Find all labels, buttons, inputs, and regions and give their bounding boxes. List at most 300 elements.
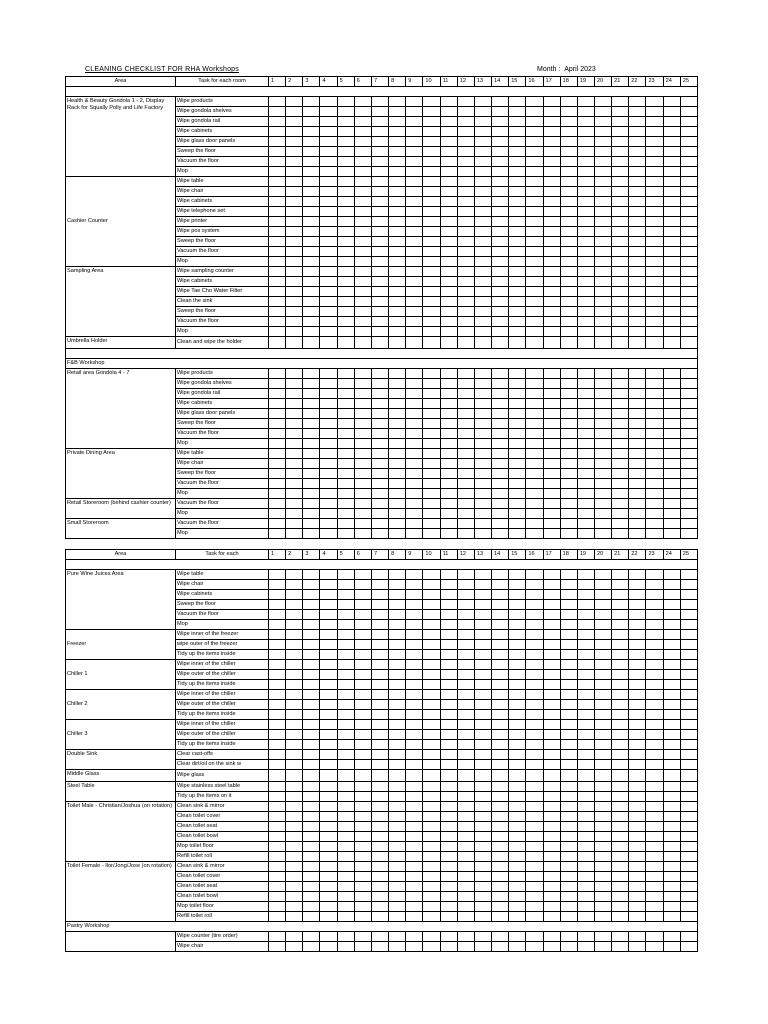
check-cell[interactable] [320, 187, 337, 197]
check-cell[interactable] [457, 207, 474, 217]
check-cell[interactable] [492, 459, 509, 469]
check-cell[interactable] [269, 117, 286, 127]
check-cell[interactable] [509, 529, 526, 539]
check-cell[interactable] [612, 690, 629, 700]
check-cell[interactable] [577, 267, 594, 277]
check-cell[interactable] [594, 620, 611, 630]
check-cell[interactable] [286, 479, 303, 489]
check-cell[interactable] [286, 379, 303, 389]
check-cell[interactable] [389, 852, 406, 862]
check-cell[interactable] [663, 117, 680, 127]
check-cell[interactable] [474, 147, 491, 157]
check-cell[interactable] [440, 227, 457, 237]
check-cell[interactable] [269, 469, 286, 479]
check-cell[interactable] [440, 419, 457, 429]
check-cell[interactable] [629, 640, 646, 650]
check-cell[interactable] [423, 429, 440, 439]
check-cell[interactable] [509, 429, 526, 439]
check-cell[interactable] [663, 570, 680, 580]
check-cell[interactable] [303, 277, 320, 287]
check-cell[interactable] [629, 670, 646, 680]
check-cell[interactable] [560, 227, 577, 237]
check-cell[interactable] [526, 147, 543, 157]
check-cell[interactable] [303, 660, 320, 670]
check-cell[interactable] [629, 459, 646, 469]
check-cell[interactable] [526, 267, 543, 277]
check-cell[interactable] [680, 227, 697, 237]
check-cell[interactable] [509, 730, 526, 740]
check-cell[interactable] [680, 307, 697, 317]
check-cell[interactable] [526, 670, 543, 680]
check-cell[interactable] [543, 670, 560, 680]
check-cell[interactable] [663, 852, 680, 862]
check-cell[interactable] [474, 822, 491, 832]
check-cell[interactable] [646, 287, 663, 297]
check-cell[interactable] [286, 127, 303, 137]
check-cell[interactable] [354, 449, 371, 459]
check-cell[interactable] [509, 902, 526, 912]
check-cell[interactable] [474, 307, 491, 317]
check-cell[interactable] [406, 227, 423, 237]
check-cell[interactable] [646, 822, 663, 832]
check-cell[interactable] [457, 307, 474, 317]
check-cell[interactable] [663, 600, 680, 610]
check-cell[interactable] [337, 730, 354, 740]
check-cell[interactable] [354, 307, 371, 317]
check-cell[interactable] [320, 730, 337, 740]
check-cell[interactable] [337, 257, 354, 267]
check-cell[interactable] [509, 710, 526, 720]
check-cell[interactable] [354, 97, 371, 107]
check-cell[interactable] [474, 469, 491, 479]
check-cell[interactable] [457, 127, 474, 137]
check-cell[interactable] [594, 640, 611, 650]
check-cell[interactable] [320, 680, 337, 690]
check-cell[interactable] [663, 782, 680, 792]
check-cell[interactable] [663, 882, 680, 892]
check-cell[interactable] [354, 439, 371, 449]
check-cell[interactable] [303, 97, 320, 107]
check-cell[interactable] [406, 277, 423, 287]
check-cell[interactable] [371, 369, 388, 379]
check-cell[interactable] [371, 690, 388, 700]
check-cell[interactable] [474, 630, 491, 640]
check-cell[interactable] [560, 902, 577, 912]
check-cell[interactable] [526, 740, 543, 750]
check-cell[interactable] [560, 842, 577, 852]
check-cell[interactable] [337, 782, 354, 792]
check-cell[interactable] [509, 459, 526, 469]
check-cell[interactable] [440, 842, 457, 852]
check-cell[interactable] [337, 852, 354, 862]
check-cell[interactable] [594, 660, 611, 670]
check-cell[interactable] [509, 680, 526, 690]
check-cell[interactable] [440, 852, 457, 862]
check-cell[interactable] [629, 157, 646, 167]
check-cell[interactable] [371, 812, 388, 822]
check-cell[interactable] [663, 327, 680, 337]
check-cell[interactable] [680, 277, 697, 287]
check-cell[interactable] [286, 287, 303, 297]
check-cell[interactable] [389, 207, 406, 217]
check-cell[interactable] [577, 207, 594, 217]
check-cell[interactable] [526, 257, 543, 267]
check-cell[interactable] [269, 429, 286, 439]
check-cell[interactable] [543, 509, 560, 519]
check-cell[interactable] [286, 207, 303, 217]
check-cell[interactable] [371, 750, 388, 760]
check-cell[interactable] [354, 117, 371, 127]
check-cell[interactable] [406, 942, 423, 952]
check-cell[interactable] [560, 499, 577, 509]
check-cell[interactable] [337, 832, 354, 842]
check-cell[interactable] [612, 700, 629, 710]
check-cell[interactable] [303, 167, 320, 177]
check-cell[interactable] [320, 147, 337, 157]
check-cell[interactable] [474, 227, 491, 237]
check-cell[interactable] [286, 770, 303, 782]
check-cell[interactable] [509, 327, 526, 337]
check-cell[interactable] [474, 590, 491, 600]
check-cell[interactable] [560, 449, 577, 459]
check-cell[interactable] [594, 227, 611, 237]
check-cell[interactable] [389, 529, 406, 539]
check-cell[interactable] [474, 337, 491, 349]
check-cell[interactable] [509, 499, 526, 509]
check-cell[interactable] [406, 389, 423, 399]
check-cell[interactable] [269, 700, 286, 710]
check-cell[interactable] [594, 429, 611, 439]
check-cell[interactable] [320, 660, 337, 670]
check-cell[interactable] [371, 167, 388, 177]
check-cell[interactable] [286, 852, 303, 862]
check-cell[interactable] [389, 740, 406, 750]
check-cell[interactable] [663, 740, 680, 750]
check-cell[interactable] [646, 670, 663, 680]
check-cell[interactable] [509, 690, 526, 700]
check-cell[interactable] [406, 802, 423, 812]
check-cell[interactable] [440, 792, 457, 802]
check-cell[interactable] [492, 227, 509, 237]
check-cell[interactable] [354, 247, 371, 257]
check-cell[interactable] [320, 157, 337, 167]
check-cell[interactable] [354, 650, 371, 660]
check-cell[interactable] [663, 409, 680, 419]
check-cell[interactable] [406, 842, 423, 852]
check-cell[interactable] [389, 932, 406, 942]
check-cell[interactable] [269, 157, 286, 167]
check-cell[interactable] [423, 640, 440, 650]
check-cell[interactable] [406, 760, 423, 770]
check-cell[interactable] [543, 792, 560, 802]
check-cell[interactable] [371, 862, 388, 872]
check-cell[interactable] [303, 449, 320, 459]
check-cell[interactable] [354, 399, 371, 409]
check-cell[interactable] [320, 760, 337, 770]
check-cell[interactable] [389, 509, 406, 519]
check-cell[interactable] [509, 630, 526, 640]
check-cell[interactable] [526, 710, 543, 720]
check-cell[interactable] [389, 419, 406, 429]
check-cell[interactable] [474, 680, 491, 690]
check-cell[interactable] [286, 872, 303, 882]
check-cell[interactable] [286, 369, 303, 379]
check-cell[interactable] [680, 822, 697, 832]
check-cell[interactable] [337, 700, 354, 710]
check-cell[interactable] [560, 872, 577, 882]
check-cell[interactable] [389, 227, 406, 237]
check-cell[interactable] [509, 237, 526, 247]
check-cell[interactable] [594, 399, 611, 409]
check-cell[interactable] [612, 590, 629, 600]
check-cell[interactable] [406, 740, 423, 750]
check-cell[interactable] [269, 419, 286, 429]
check-cell[interactable] [337, 812, 354, 822]
check-cell[interactable] [269, 449, 286, 459]
check-cell[interactable] [371, 489, 388, 499]
check-cell[interactable] [303, 730, 320, 740]
check-cell[interactable] [474, 932, 491, 942]
check-cell[interactable] [269, 802, 286, 812]
check-cell[interactable] [594, 872, 611, 882]
check-cell[interactable] [337, 227, 354, 237]
check-cell[interactable] [543, 720, 560, 730]
check-cell[interactable] [406, 157, 423, 167]
check-cell[interactable] [577, 307, 594, 317]
check-cell[interactable] [543, 862, 560, 872]
check-cell[interactable] [594, 802, 611, 812]
check-cell[interactable] [577, 842, 594, 852]
check-cell[interactable] [337, 720, 354, 730]
check-cell[interactable] [509, 872, 526, 882]
check-cell[interactable] [320, 237, 337, 247]
check-cell[interactable] [492, 600, 509, 610]
check-cell[interactable] [577, 529, 594, 539]
check-cell[interactable] [457, 197, 474, 207]
check-cell[interactable] [577, 690, 594, 700]
check-cell[interactable] [406, 770, 423, 782]
check-cell[interactable] [680, 570, 697, 580]
check-cell[interactable] [337, 247, 354, 257]
check-cell[interactable] [663, 247, 680, 257]
check-cell[interactable] [612, 610, 629, 620]
check-cell[interactable] [492, 580, 509, 590]
check-cell[interactable] [680, 157, 697, 167]
check-cell[interactable] [560, 792, 577, 802]
check-cell[interactable] [320, 327, 337, 337]
check-cell[interactable] [354, 409, 371, 419]
check-cell[interactable] [286, 782, 303, 792]
check-cell[interactable] [320, 227, 337, 237]
check-cell[interactable] [286, 277, 303, 287]
check-cell[interactable] [440, 812, 457, 822]
check-cell[interactable] [389, 942, 406, 952]
check-cell[interactable] [680, 832, 697, 842]
check-cell[interactable] [337, 409, 354, 419]
check-cell[interactable] [646, 509, 663, 519]
check-cell[interactable] [663, 519, 680, 529]
check-cell[interactable] [337, 760, 354, 770]
check-cell[interactable] [474, 459, 491, 469]
check-cell[interactable] [406, 902, 423, 912]
check-cell[interactable] [612, 782, 629, 792]
check-cell[interactable] [492, 177, 509, 187]
check-cell[interactable] [320, 217, 337, 227]
check-cell[interactable] [612, 489, 629, 499]
check-cell[interactable] [286, 892, 303, 902]
check-cell[interactable] [457, 590, 474, 600]
check-cell[interactable] [492, 147, 509, 157]
check-cell[interactable] [457, 187, 474, 197]
check-cell[interactable] [406, 650, 423, 660]
check-cell[interactable] [680, 932, 697, 942]
check-cell[interactable] [371, 760, 388, 770]
check-cell[interactable] [577, 620, 594, 630]
check-cell[interactable] [560, 217, 577, 227]
check-cell[interactable] [457, 509, 474, 519]
check-cell[interactable] [543, 157, 560, 167]
check-cell[interactable] [423, 217, 440, 227]
check-cell[interactable] [474, 792, 491, 802]
check-cell[interactable] [389, 369, 406, 379]
check-cell[interactable] [423, 307, 440, 317]
check-cell[interactable] [612, 399, 629, 409]
check-cell[interactable] [594, 750, 611, 760]
check-cell[interactable] [423, 590, 440, 600]
check-cell[interactable] [423, 740, 440, 750]
check-cell[interactable] [560, 740, 577, 750]
check-cell[interactable] [440, 489, 457, 499]
check-cell[interactable] [543, 942, 560, 952]
check-cell[interactable] [509, 97, 526, 107]
check-cell[interactable] [680, 590, 697, 600]
check-cell[interactable] [629, 307, 646, 317]
check-cell[interactable] [492, 802, 509, 812]
check-cell[interactable] [406, 730, 423, 740]
check-cell[interactable] [543, 107, 560, 117]
check-cell[interactable] [320, 782, 337, 792]
check-cell[interactable] [663, 670, 680, 680]
check-cell[interactable] [389, 439, 406, 449]
check-cell[interactable] [423, 297, 440, 307]
check-cell[interactable] [612, 227, 629, 237]
check-cell[interactable] [509, 700, 526, 710]
check-cell[interactable] [423, 932, 440, 942]
check-cell[interactable] [303, 459, 320, 469]
check-cell[interactable] [286, 822, 303, 832]
check-cell[interactable] [560, 257, 577, 267]
check-cell[interactable] [457, 852, 474, 862]
check-cell[interactable] [629, 429, 646, 439]
check-cell[interactable] [509, 620, 526, 630]
check-cell[interactable] [269, 217, 286, 227]
check-cell[interactable] [337, 842, 354, 852]
check-cell[interactable] [320, 912, 337, 922]
check-cell[interactable] [303, 750, 320, 760]
check-cell[interactable] [406, 670, 423, 680]
check-cell[interactable] [646, 590, 663, 600]
check-cell[interactable] [337, 529, 354, 539]
check-cell[interactable] [406, 409, 423, 419]
check-cell[interactable] [526, 852, 543, 862]
check-cell[interactable] [629, 942, 646, 952]
check-cell[interactable] [371, 317, 388, 327]
check-cell[interactable] [320, 369, 337, 379]
check-cell[interactable] [543, 327, 560, 337]
check-cell[interactable] [629, 237, 646, 247]
check-cell[interactable] [354, 137, 371, 147]
check-cell[interactable] [474, 97, 491, 107]
check-cell[interactable] [612, 630, 629, 640]
check-cell[interactable] [612, 580, 629, 590]
check-cell[interactable] [474, 660, 491, 670]
check-cell[interactable] [440, 630, 457, 640]
check-cell[interactable] [492, 882, 509, 892]
check-cell[interactable] [440, 519, 457, 529]
check-cell[interactable] [492, 770, 509, 782]
check-cell[interactable] [577, 287, 594, 297]
check-cell[interactable] [509, 277, 526, 287]
check-cell[interactable] [337, 187, 354, 197]
check-cell[interactable] [663, 862, 680, 872]
check-cell[interactable] [389, 499, 406, 509]
check-cell[interactable] [663, 379, 680, 389]
check-cell[interactable] [423, 187, 440, 197]
check-cell[interactable] [526, 227, 543, 237]
check-cell[interactable] [646, 277, 663, 287]
check-cell[interactable] [371, 337, 388, 349]
check-cell[interactable] [269, 177, 286, 187]
check-cell[interactable] [663, 610, 680, 620]
check-cell[interactable] [371, 590, 388, 600]
check-cell[interactable] [474, 389, 491, 399]
check-cell[interactable] [389, 479, 406, 489]
check-cell[interactable] [543, 459, 560, 469]
check-cell[interactable] [492, 912, 509, 922]
check-cell[interactable] [629, 590, 646, 600]
check-cell[interactable] [492, 812, 509, 822]
check-cell[interactable] [371, 187, 388, 197]
check-cell[interactable] [337, 620, 354, 630]
check-cell[interactable] [269, 207, 286, 217]
check-cell[interactable] [389, 792, 406, 802]
check-cell[interactable] [663, 720, 680, 730]
check-cell[interactable] [269, 509, 286, 519]
check-cell[interactable] [612, 750, 629, 760]
check-cell[interactable] [269, 499, 286, 509]
check-cell[interactable] [612, 439, 629, 449]
check-cell[interactable] [629, 902, 646, 912]
check-cell[interactable] [406, 882, 423, 892]
check-cell[interactable] [577, 882, 594, 892]
check-cell[interactable] [286, 267, 303, 277]
check-cell[interactable] [286, 187, 303, 197]
check-cell[interactable] [629, 127, 646, 137]
check-cell[interactable] [474, 117, 491, 127]
check-cell[interactable] [371, 217, 388, 227]
check-cell[interactable] [474, 137, 491, 147]
check-cell[interactable] [303, 902, 320, 912]
check-cell[interactable] [577, 97, 594, 107]
check-cell[interactable] [286, 942, 303, 952]
check-cell[interactable] [543, 770, 560, 782]
check-cell[interactable] [646, 127, 663, 137]
check-cell[interactable] [303, 710, 320, 720]
check-cell[interactable] [269, 277, 286, 287]
check-cell[interactable] [492, 489, 509, 499]
check-cell[interactable] [406, 720, 423, 730]
check-cell[interactable] [474, 942, 491, 952]
